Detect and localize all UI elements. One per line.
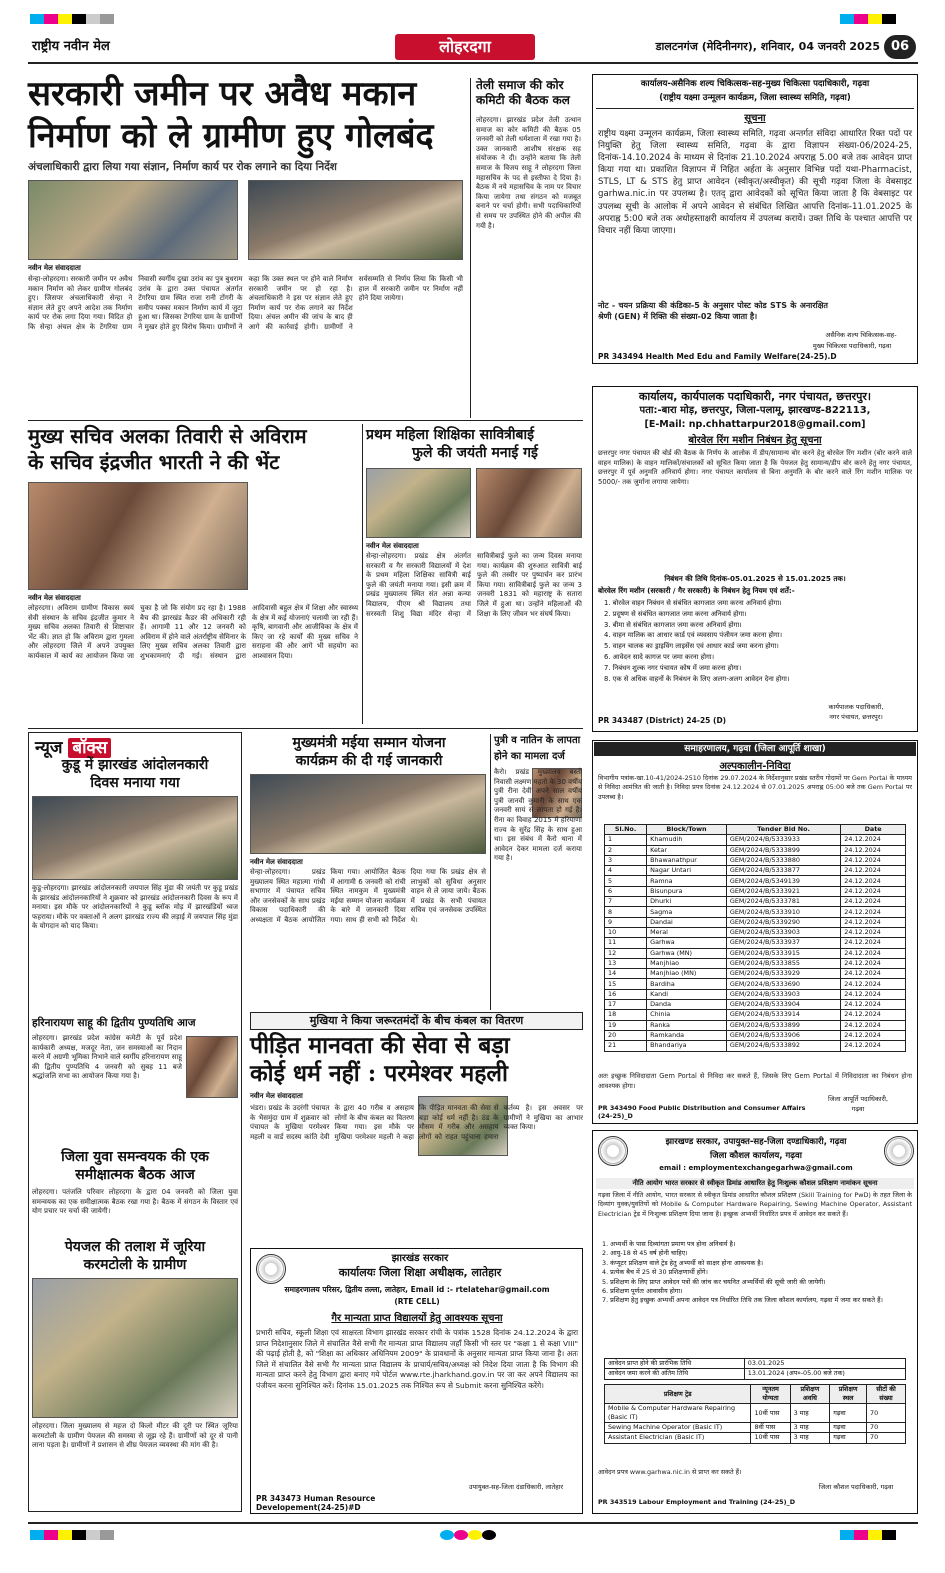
borewell-rule: 4. वाहन मालिक का आधार कार्ड एवं व्यवसाय पंजीयन जमा करना होगा। bbox=[604, 631, 783, 640]
table-cell: Danda bbox=[647, 1000, 727, 1010]
tb-sign-2: मुख्य चिकित्सा पदाधिकारी, गढ़वा bbox=[812, 342, 892, 350]
table-cell: 70 bbox=[867, 1433, 906, 1443]
tender-footer: अतः इच्छुक निविदादाता Gem Portal से निविदा कर सकते हैं, जिसके लिए Gem Portal में निविदादाता का निबंधन होना आवश्यक होगा। bbox=[598, 1072, 912, 1090]
table-row bbox=[605, 958, 906, 968]
table-cell: 3 माह bbox=[790, 1423, 830, 1433]
color-registration-strip-top-right bbox=[840, 14, 896, 24]
tb-title: सूचना bbox=[744, 113, 766, 124]
table-cell: 24.12.2024 bbox=[841, 907, 906, 917]
tb-header-1: कार्यालय-असैनिक शल्य चिकित्सक-सह-मुख्य चिकित्सा पदाधिकारी, गढ़वा bbox=[640, 79, 870, 89]
alka-headline-2: के सचिव इंद्रजीत भारती ने की भेंट bbox=[28, 450, 280, 474]
table-cell: 24.12.2024 bbox=[841, 938, 906, 948]
skill-point: 5. प्रशिक्षण के लिए प्राप्त आवेदन पत्रों की जांच कर चयनित अभ्यर्थियों की सूची जारी की जायेगी। bbox=[602, 1277, 826, 1286]
lead-deck: अंचलाधिकारी द्वारा लिया गया संज्ञान, निर्माण कार्य पर रोक लगाने का दिया निर्देश bbox=[28, 161, 337, 173]
table-row bbox=[605, 835, 906, 845]
section-rule bbox=[28, 420, 583, 421]
table-cell: GEM/2024/B/5333906 bbox=[726, 1030, 840, 1040]
section-rule bbox=[28, 728, 583, 729]
table-cell: 20 bbox=[605, 1030, 647, 1040]
borewell-pr-code: PR 343487 (District) 24-25 (D) bbox=[598, 716, 727, 725]
table-cell: 18 bbox=[605, 1010, 647, 1020]
color-registration-strip-bottom-center bbox=[440, 1530, 496, 1540]
purva-headline-1: पुत्री व नातिन के लापता bbox=[494, 735, 581, 746]
skill-point: 4. प्रत्येक बैच में 25 से 30 प्रशिक्षणार्थी होंगे। bbox=[602, 1268, 708, 1277]
table-cell: GEM/2024/B/5333914 bbox=[726, 1010, 840, 1020]
table-header: सीटों की संख्या bbox=[867, 1385, 906, 1404]
table-row bbox=[605, 948, 906, 958]
newsbox-item2-body: लोहरदगा। झारखंड प्रदेश कांग्रेस कमेटी के पूर्व प्रदेश कार्यकारी अध्यक्ष, मजदूर नेता, जन समस्याओं का निदान करने में अग्रणी भूमिका निभाने वाले स्वर्गीय हरिनारायण साहू की द्वितीय पुण्यतिथि 4 जनवरी को सुबह 11 बजे श्रद्धांजलि सभा का आयोजन किया गया है। bbox=[32, 1034, 182, 1081]
rte-cell: (RTE CELL) bbox=[394, 1297, 440, 1306]
table-cell: Ramkanda bbox=[647, 1030, 727, 1040]
table-row bbox=[605, 1000, 906, 1010]
table-row bbox=[605, 907, 906, 917]
newsbox-item1-photo bbox=[32, 796, 238, 880]
col-divider bbox=[470, 78, 471, 418]
tender-intro: विभागीय पत्रांक-खा.10-41/2024-2510 दिनांक 29.07.2024 के निर्देशानुसार प्रखंड स्तरीय गोदामों पर Gem Portal के माध्यम से निविदा आमंत्रित की जाती है। निविदा प्रपत्र दिनांक 24.12.2024 से 07.01.2025 अपराह्न 05:00 बजे तक Gem Portal पर उपलब्ध है। bbox=[598, 774, 912, 801]
table-cell: 24.12.2024 bbox=[841, 1000, 906, 1010]
table-cell: GEM/2024/B/5333690 bbox=[726, 979, 840, 989]
table-cell: Ramna bbox=[647, 876, 727, 886]
borewell-rule: 1. बोरवेल वाहन निबंधन से संबंधित कागजात जमा करना अनिवार्य होगा। bbox=[604, 599, 782, 607]
table-cell: 24.12.2024 bbox=[841, 958, 906, 968]
table-row bbox=[605, 969, 906, 979]
table-cell: GEM/2024/B/5333904 bbox=[726, 1000, 840, 1010]
table-cell: 7 bbox=[605, 897, 647, 907]
table-cell: 3 माह bbox=[790, 1433, 830, 1443]
table-cell: 24.12.2024 bbox=[841, 855, 906, 865]
dateline: डालटनगंज (मेदिनीनगर), शनिवार, 04 जनवरी 2025 bbox=[655, 40, 880, 53]
table-cell: 24.12.2024 bbox=[841, 876, 906, 886]
section-name: लोहरदगा bbox=[395, 34, 535, 60]
table-cell: 13.01.2024 (अप०-05.00 बजे तक) bbox=[744, 1369, 905, 1379]
table-row bbox=[605, 1404, 906, 1423]
purva-headline-2: होने का मामला दर्ज bbox=[494, 751, 565, 762]
table-cell: 24.12.2024 bbox=[841, 1010, 906, 1020]
newsbox-item1-headline-1: कुडू में झारखंड आंदोलनकारी bbox=[61, 757, 209, 773]
borewell-rule: 2. प्रदूषण से संबंधित कागजात जमा करना अनिवार्य होगा। bbox=[604, 609, 747, 618]
table-cell: Sagma bbox=[647, 907, 727, 917]
rte-title: गैर मान्यता प्राप्त विद्यालयों हेतु आवश्यक सूचना bbox=[331, 1313, 503, 1324]
table-cell: Dandai bbox=[647, 917, 727, 927]
table-cell: 10वीं पास bbox=[751, 1404, 790, 1423]
newsbox-item3-body: लोहरदगा। पतंजलि परिवार लोहरदगा के द्वारा 04 जनवरी को जिला युवा समन्वयक का एक समीक्षात्मक बैठक रखा गया है। बैठक में संगठन के विस्तार एवं योग प्रचार पर चर्चा की जायेगी। bbox=[32, 1188, 238, 1216]
rte-address: समाहरणालय परिसर, द्वितीय तल्ला, लातेहार, Email id :- rtelatehar@gmail.com bbox=[284, 1285, 550, 1294]
borewell-sign-2: नगर पंचायत, छत्तरपुर। bbox=[829, 713, 883, 721]
table-cell: GEM/2024/B/5333937 bbox=[726, 938, 840, 948]
tender-office: समाहरणालय, गढ़वा (जिला आपूर्ति शाखा) bbox=[594, 742, 916, 756]
paper-name: राष्ट्रीय नवीन मेल bbox=[32, 39, 110, 54]
lead-headline-2: निर्माण को ले ग्रामीण हुए गोलबंद bbox=[28, 116, 434, 156]
maiyan-byline: नवीन मेल संवाददाता bbox=[250, 858, 303, 866]
table-cell: GEM/2024/B/5333903 bbox=[726, 927, 840, 937]
table-cell: Assistant Electrician (Basic IT) bbox=[605, 1433, 751, 1443]
table-cell: 24.12.2024 bbox=[841, 979, 906, 989]
table-cell: आवेदन प्राप्त होने की प्रारंभिक तिथि bbox=[605, 1359, 745, 1369]
alka-body: लोहरदगा। अविराम ग्रामीण विकास स्वयं सेवी संस्थान के सचिव इंद्रजीत कुमार ने मुख्य सचिव अलका तिवारी से शिष्टाचार भेंट की। ज्ञात हो कि अविराम द्वारा गुमला और लोहरदगा जिले में अपने उपयुक्त कार्यकाल में कार्य का आयोजन किया जा चुका है जो कि संयोग प्रद रहा है। 1988 बैच की झारखंड कैडर की अधिकारी रही हैं। आगामी 11 और 12 जनवरी को अविराम में होने वाले अंतर्राष्ट्रीय सेमिनार के लिए मुख्य सचिव अलका तिवारी द्वारा शुभकामनाएं दी गई। संस्थान द्वारा आदिवासी बहुल क्षेत्र में शिक्षा और स्वास्थ्य के क्षेत्र में कई योजनाएं चलायी जा रही हैं। कृषि, बागवानी और आजीविका के क्षेत्र में किए जा रहे कार्यों की मुख्य सचिव ने सराहना की और आगे भी सहयोग का आश्वासन दिया। bbox=[28, 604, 358, 660]
skill-point: 7. प्रशिक्षण हेतु इच्छुक अभ्यर्थी अपना आवेदन पत्र निर्धारित तिथि तक जिला कौशल कार्यालय, गढ़वा में जमा कर सकते हैं। bbox=[602, 1296, 883, 1305]
table-cell: 3 bbox=[605, 855, 647, 865]
rte-pr-code: PR 343473 Human Resource Developement(24-25)#D bbox=[256, 1494, 376, 1512]
table-cell: Nagar Untari bbox=[647, 866, 727, 876]
table-cell: Ketar bbox=[647, 845, 727, 855]
table-cell: 6 bbox=[605, 886, 647, 896]
table-cell: गढ़वा bbox=[830, 1433, 867, 1443]
skill-footnote: आवेदन प्रपत्र www.garhwa.nic.in से प्राप्त कर सकते हैं। bbox=[598, 1468, 742, 1476]
table-cell: 24.12.2024 bbox=[841, 1020, 906, 1030]
table-cell: 24.12.2024 bbox=[841, 989, 906, 999]
borewell-rule: 6. आवेदन सादे कागज पर जमा करना होगा। bbox=[604, 652, 715, 661]
table-cell: GEM/2024/B/5333892 bbox=[726, 1041, 840, 1051]
skill-point: 3. कंप्यूटर प्रशिक्षण वाले ट्रेड हेतु अभ्यर्थी को साक्षर होना आवश्यक है। bbox=[602, 1258, 764, 1267]
borewell-address: पता:-बारा मोड़, छत्तरपुर, जिला-पलामू, झारखण्ड-822113, bbox=[639, 405, 871, 416]
maiyan-photo-meeting bbox=[250, 774, 486, 854]
table-cell: Manjhiao bbox=[647, 958, 727, 968]
skill-point: 2. आयु-18 से 45 वर्ष होनी चाहिए। bbox=[602, 1249, 688, 1258]
table-row bbox=[605, 927, 906, 937]
table-cell: 24.12.2024 bbox=[841, 969, 906, 979]
table-cell: 9 bbox=[605, 917, 647, 927]
table-cell: GEM/2024/B/5333855 bbox=[726, 958, 840, 968]
table-row bbox=[605, 1433, 906, 1443]
savitri-body: सेन्हा-लोहरदगा। प्रखंड क्षेत्र अंतर्गत सरकारी व गैर सरकारी विद्यालयों में देश के प्रथम महिला शिक्षिका सावित्री बाई फुले की जयंती मनाया गया। इसी क्रम में प्रखंड मुख्यालय स्थित संत अन्ना कन्या विद्यालय, पीएम श्री विद्यालय तथा सरस्वती शिशु विद्या मंदिर सेन्हा में सावित्रीबाई फुले का जन्म दिवस मनाया गया। कार्यक्रम की शुरुआत सावित्री बाई फुले की तस्वीर पर पुष्पार्चन कर प्रारंभ किया गया। सावित्रीबाई फुले का जन्म 3 जनवरी 1831 को महाराष्ट्र के सतारा जिले में हुआ था। उन्होंने महिलाओं की शिक्षा के लिए जीवन भर संघर्ष किया। bbox=[366, 552, 582, 618]
purva-body: कैरो। प्रखंड मुख्यालय बस्ती निवासी लक्ष्मण महतो के 30 वर्षीय पुत्री रीना देवी अपने साल वर्षीय पुत्री जानवी कुमारी के साथ एक जनवरी सायं से लापता हो गई है। रीना का विवाह 2015 में हरियाणा राज्य के सुरेंद्र सिंह के साथ हुआ था। इस संबंध में कैरो थाना में आवेदन देकर मामला दर्ज कराया गया है। bbox=[494, 768, 582, 863]
skill-pr-code: PR 343519 Labour Employment and Training (24-25)_D bbox=[598, 1498, 796, 1506]
skill-body: गढ़वा जिला में नीति आयोग, भारत सरकार से स्वीकृत डिमांड आधारित कौशल प्रशिक्षण (Skill Training for PwD) के तहत जिला के दिव्यांग युवक/युवतियों को Mobile & Computer Hardware Repairing, Sewing Machine Operator, Assistant Electrician ट्रेड में निःशुल्क प्रशिक्षण दिया जाना है। इच्छुक अभ्यर्थी निर्धारित प्रपत्र में आवेदन कर सकते हैं। bbox=[598, 1191, 912, 1218]
skill-signature: जिला कौशल पदाधिकारी, गढ़वा bbox=[818, 1483, 894, 1491]
teli-body: लोहरदगा। झारखंड प्रदेश तेली उत्थान समाज का कोर कमिटी की बैठक 05 जनवरी को तेली धर्मशाला में रखा गया है। उक्त जानकारी आशीष संरक्षक सह संयोजक ने दी। उन्होंने बताया कि तेली समाज के विजय साहू ने लोहरदगा जिला महासचिव के पद से इस्तीफा दे दिया है। बैठक में नये महासचिव के नाम पर विचार किया जायेगा तथा संगठन को मजबूत बनाने पर चर्चा होगी। सभी पदाधिकारियों से समय पर उपस्थित होने की अपील की गयी है। bbox=[476, 116, 581, 230]
skill-dates-table-wrap bbox=[604, 1358, 906, 1380]
tb-rule bbox=[596, 108, 914, 109]
color-registration-strip-bottom-left bbox=[30, 1530, 114, 1540]
table-cell: 11 bbox=[605, 938, 647, 948]
newsbox-item4-body: लोहरदगा। जिला मुख्यालय से महज दो किलो मीटर की दूरी पर स्थित जूरिया करमटोली के ग्रामीण पेयजल की समस्या से जूझ रहे हैं। ग्रामीणों को दूर से पानी लाना पड़ता है। ग्रामीणों ने प्रशासन से शीघ्र पेयजल व्यवस्था की मांग की है। bbox=[32, 1422, 238, 1450]
alka-headline-1: मुख्य सचिव अलका तिवारी से अविराम bbox=[28, 424, 307, 448]
tb-note: नोट - चयन प्रक्रिया की कंडिका-5 के अनुसार पोस्ट कोड STS के अनारक्षित श्रेणी (GEN) में रिक्ति की संख्या-02 किया जाता है। bbox=[598, 301, 828, 321]
borewell-sign-1: कार्यपालक पदाधिकारी, bbox=[828, 703, 884, 711]
table-cell: Garhwa (MN) bbox=[647, 948, 727, 958]
color-registration-strip-top-left bbox=[30, 14, 114, 24]
tender-title: अल्पकालीन-निविदा bbox=[719, 761, 791, 772]
lead-photo-construction bbox=[28, 180, 238, 260]
rte-body: प्रभारी सचिव, स्कूली शिक्षा एवं साक्षरता विभाग झारखंड सरकार रांची के पत्रांक 1528 दिनांक 24.12.2024 के द्वारा प्राप्त निदेशानुसार जिले में संचालित वैसे सभी गैर मान्यता प्राप्त विद्यालय जहाँ किसी भी स्तर पर "कक्षा 1 से कक्षा VIII" की पढ़ाई होती है, को "शिक्षा का अधिकार अधिनियम 2009" के प्रावधानों के अनुसार मान्यता प्राप्त किया जाना है। अतः जिले में संचालित वैसे सभी गैर मान्यता प्राप्त विद्यालय के प्राचार्य/सचिव/अध्यक्ष को निदेश दिया जाता है कि विभाग की मान्यता प्राप्त करने हेतु विभाग द्वारा बनाए गये पोर्टल www.rte.jharkhand.gov.in पर जा कर अपने विद्यालय का पंजीयन करना सुनिश्चित करें। दिनांक 15.01.2025 तक निश्चित रूप से Submit करना सुनिश्चित करेंगे। bbox=[256, 1328, 578, 1390]
table-row bbox=[605, 855, 906, 865]
table-cell: GEM/2024/B/5333877 bbox=[726, 866, 840, 876]
col-divider bbox=[362, 424, 363, 724]
skill-gov: झारखण्ड सरकार, उपायुक्त-सह-जिला दण्डाधिकारी, गढ़वा bbox=[665, 1137, 847, 1147]
skill-points bbox=[602, 1240, 912, 1350]
table-cell: 1 bbox=[605, 835, 647, 845]
tender-sign-1: जिला आपूर्ति पदाधिकारी, bbox=[827, 1095, 889, 1103]
table-cell: 24.12.2024 bbox=[841, 948, 906, 958]
table-header: प्रशिक्षण अवधि bbox=[790, 1385, 830, 1404]
table-cell: गढ़वा bbox=[830, 1404, 867, 1423]
borewell-rule: 5. वाहन चालक का ड्राइविंग लाइसेंस एवं आधार कार्ड जमा करना होगा। bbox=[604, 642, 779, 651]
table-row bbox=[605, 1423, 906, 1433]
table-cell: Manjhiao (MN) bbox=[647, 969, 727, 979]
borewell-body: छत्तरपुर नगर पंचायत की बोर्ड की बैठक के निर्णय के आलोक में डीप/सामान्य बोर करने हेतु बोरवेल रिंग मशीन (बोर करने वाले वाहन मालिक) के वाहन मालिकों/संचालकों को सूचित किया जाता है कि पेयजल हेतु सामान्य/डीप बोर करने हेतु नगर पंचायत, छत्तरपुर में पूर्व अनुमति अनिवार्य होगा। नगर पंचायत कार्यालय से बिना अनुमति के बोर करने वाले रिंग मशीन मालिक पर 5000/- तक जुर्माना लगाया जायेगा। bbox=[598, 449, 912, 486]
rte-office: कार्यालयः जिला शिक्षा अधीक्षक, लातेहार bbox=[338, 1266, 502, 1279]
tender-pr-code: PR 343490 Food Public Distribution and Consumer Affairs (24-25)_D bbox=[598, 1104, 806, 1120]
table-cell: Dhurki bbox=[647, 897, 727, 907]
tb-body: राष्ट्रीय यक्ष्मा उन्मूलन कार्यक्रम, जिला स्वास्थ्य समिति, गढ़वा अन्तर्गत संविदा आधारित रिक्त पदों पर नियुक्ति हेतु जिला स्वास्थ्य समिति, गढ़वा के द्वारा विज्ञापन संख्या-06/2024-25, दिनांक-14.10.2024 के माध्यम से दिनांक 21.10.2024 अपराह्न 5.00 बजे तक आवेदन प्राप्त किया गया था। प्रकाशित विज्ञापन में निहित अर्हता के अनुसार विभिन्न पदों यथा-Pharmacist, STLS, LT & STS हेतु प्राप्त आवेदन (स्वीकृत/अस्वीकृत) की सूची गढ़वा जिला के वेबसाइट garhwa.nic.in पर उपलब्ध है। एतद् द्वारा आवेदकों को सूचित किया जाता है कि वेबसाइट पर उपलब्ध सूची के आलोक में अपने आवेदन से संबंधित लिखित आपत्ति दिनांक-11.01.2025 के अपराह्न 5:00 बजे तक अधोहस्ताक्षरी कार्यालय में उपलब्ध करायें। उक्त तिथि के पश्चात आपत्ति पर विचार नहीं किया जाएगा। bbox=[598, 129, 912, 236]
kambal-headline-1: पीड़ित मानवता की सेवा से बड़ा bbox=[250, 1032, 510, 1059]
skill-course-table bbox=[604, 1384, 906, 1444]
table-row bbox=[605, 1020, 906, 1030]
table-header: न्यूनतम योग्यता bbox=[751, 1385, 790, 1404]
borewell-email: [E-Mail: np.chhattarpur2018@gmail.com] bbox=[644, 419, 866, 430]
alka-byline: नवीन मेल संवाददाता bbox=[28, 594, 81, 602]
newsbox-item1-headline-2: दिवस मनाया गया bbox=[90, 775, 180, 791]
table-cell: 8वीं पास bbox=[751, 1423, 790, 1433]
kambal-body: भंडरा। प्रखंड के उदरंगी पंचायत के भैसमुंदा ग्राम में शुक्रवार को पंचायत के मुखिया परमेश्वर महली व वार्ड सदस्य कांति देवी के द्वारा 40 गरीब व असहाय लोगों के बीच कंबल का वितरण किया गया। इस मौके पर मुखिया परमेश्वर महली ने कहा कि पीड़ित मानवता की सेवा से बड़ा कोई धर्म नहीं है। ठंड के मौसम में गरीब और असहाय लोगों को राहत पहुंचाना हमारा कर्तव्य है। इस अवसर पर ग्रामीणों ने मुखिया का आभार व्यक्त किया। bbox=[250, 1104, 583, 1141]
table-cell: Bardiha bbox=[647, 979, 727, 989]
table-cell: GEM/2024/B/5333910 bbox=[726, 907, 840, 917]
skill-title: नीति आयोग भारत सरकार से स्वीकृत डिमांड आधारित हेतु निःशुल्क कौशल प्रशिक्षण नामांकन सूचना bbox=[596, 1178, 914, 1189]
lead-photo-villagers bbox=[248, 180, 463, 260]
newsbox-item2-headline: हरिनारायण साहू की द्वितीय पुण्यतिथि आज bbox=[32, 1017, 196, 1029]
table-cell: 5 bbox=[605, 876, 647, 886]
borewell-rule: 3. बीमा से संबंधित कागजात जमा करना अनिवार्य होगा। bbox=[604, 620, 742, 629]
newsbox-item3-headline-1: जिला युवा समन्वयक की एक bbox=[61, 1149, 209, 1165]
maiyan-headline-1: मुख्यमंत्री मईया सम्मान योजना bbox=[292, 735, 446, 751]
table-cell: GEM/2024/B/5333781 bbox=[726, 897, 840, 907]
table-cell: 10वीं पास bbox=[751, 1433, 790, 1443]
skill-dates-table bbox=[604, 1358, 906, 1380]
skill-point: 1. अभ्यर्थी के पास दिव्यांगता प्रमाण पत्र होना अनिवार्य है। bbox=[602, 1240, 736, 1248]
table-cell: Mobile & Computer Hardware Repairing (Basic IT) bbox=[605, 1404, 751, 1423]
savitri-photo-students bbox=[366, 468, 471, 538]
savitri-byline: नवीन मेल संवाददाता bbox=[366, 542, 419, 550]
table-cell: 16 bbox=[605, 989, 647, 999]
table-row bbox=[605, 886, 906, 896]
table-cell: 14 bbox=[605, 969, 647, 979]
footer-rule bbox=[28, 1522, 918, 1524]
lead-byline: नवीन मेल संवाददाता bbox=[28, 264, 81, 272]
borewell-rule: 7. निबंधन शुल्क नगर पंचायत कोष में जमा करना होगा। bbox=[604, 663, 742, 672]
table-cell: 4 bbox=[605, 866, 647, 876]
table-cell: Bisunpura bbox=[647, 886, 727, 896]
tb-pr-code: PR 343494 Health Med Edu and Family Welfare(24-25).D bbox=[598, 352, 837, 361]
newsbox-item4-photo bbox=[32, 1278, 238, 1418]
table-cell: 24.12.2024 bbox=[841, 897, 906, 907]
table-cell: 3 माह bbox=[790, 1404, 830, 1423]
table-cell: 24.12.2024 bbox=[841, 917, 906, 927]
savitri-headline-1: प्रथम महिला शिक्षिका सावित्रीबाई bbox=[366, 427, 534, 443]
newsbox-item1-body: कुडू-लोहरदगा। झारखंड आंदोलनकारी जयपाल सिंह मुंडा की जयंती पर कुडू प्रखंड के झारखंड आंदोलनकारियों ने शुक्रवार को झारखंड आंदोलनकारी दिवस के रूप में मनाया। इस मौके पर आंदोलनकारियों ने कुडू ब्लॉक मोड़ में झारखंडियों ध्वज फहराया। मौके पर वक्ताओं ने अलग झारखंड राज्य की लड़ाई में जयपाल सिंह मुंडा के योगदान को याद किया। bbox=[32, 884, 238, 931]
borewell-deadline: निबंधन की तिथि दिनांक-05.01.2025 से 15.01.2025 तक। bbox=[664, 574, 846, 583]
borewell-office: कार्यालय, कार्यपालक पदाधिकारी, नगर पंचायत, छत्तरपुर। bbox=[638, 390, 872, 403]
table-cell: 70 bbox=[867, 1423, 906, 1433]
table-cell: 24.12.2024 bbox=[841, 845, 906, 855]
borewell-title: बोरवेल रिंग मशीन निबंधन हेतु सूचना bbox=[688, 435, 822, 446]
table-cell: गढ़वा bbox=[830, 1423, 867, 1433]
skill-email: email : employmentexchangegarhwa@gmail.com bbox=[659, 1164, 853, 1172]
rte-signature: उपायुक्त-सह-जिला दंडाधिकारी, लातेहार bbox=[468, 1483, 564, 1491]
table-cell: GEM/2024/B/5333899 bbox=[726, 1020, 840, 1030]
table-cell: 8 bbox=[605, 907, 647, 917]
table-cell: 13 bbox=[605, 958, 647, 968]
table-cell: Kandi bbox=[647, 989, 727, 999]
table-cell: 24.12.2024 bbox=[841, 1030, 906, 1040]
table-row bbox=[605, 1010, 906, 1020]
tender-table bbox=[604, 824, 906, 1052]
borewell-rules-title: बोरवेल रिंग मशीन (सरकारी / गैर सरकारी) के निबंधन हेतु नियम एवं शर्तें:- bbox=[598, 586, 795, 595]
kambal-kicker: मुखिया ने किया जरूरतमंदों के बीच कंबल का वितरण bbox=[309, 1014, 524, 1027]
newsbox-item4-headline-2: करमटोली के ग्रामीण bbox=[83, 1257, 187, 1273]
table-cell: GEM/2024/B/5333903 bbox=[726, 989, 840, 999]
skill-office: जिला कौशल कार्यालय, गढ़वा bbox=[710, 1151, 802, 1161]
table-row bbox=[605, 866, 906, 876]
skill-point: 6. प्रशिक्षण पूर्णतः आवासीय होगा। bbox=[602, 1287, 683, 1296]
table-row bbox=[605, 1030, 906, 1040]
table-cell: 24.12.2024 bbox=[841, 835, 906, 845]
table-cell: Bhandariya bbox=[647, 1041, 727, 1051]
table-cell: GEM/2024/B/5333899 bbox=[726, 845, 840, 855]
tender-table-wrap bbox=[604, 824, 906, 1050]
jharkhand-emblem-icon bbox=[598, 1136, 628, 1166]
table-row bbox=[605, 979, 906, 989]
table-cell: GEM/2024/B/5333880 bbox=[726, 855, 840, 865]
table-cell: 24.12.2024 bbox=[841, 927, 906, 937]
table-row bbox=[605, 917, 906, 927]
table-cell: 12 bbox=[605, 948, 647, 958]
maiyan-headline-2: कार्यक्रम की दी गई जानकारी bbox=[295, 753, 443, 769]
table-row bbox=[605, 989, 906, 999]
table-cell: Bhawanathpur bbox=[647, 855, 727, 865]
table-row bbox=[605, 938, 906, 948]
table-cell: 15 bbox=[605, 979, 647, 989]
table-cell: Khamudih bbox=[647, 835, 727, 845]
borewell-rules-list bbox=[604, 598, 912, 702]
newsbox-label-box: बॉक्स bbox=[68, 738, 111, 758]
table-cell: 03.01.2025 bbox=[744, 1359, 905, 1369]
jharkhand-emblem-icon bbox=[256, 1254, 286, 1284]
table-cell: 24.12.2024 bbox=[841, 866, 906, 876]
table-row bbox=[605, 897, 906, 907]
table-cell: Meral bbox=[647, 927, 727, 937]
kambal-byline: नवीन मेल संवाददाता bbox=[250, 1092, 303, 1100]
table-cell: GEM/2024/B/5333915 bbox=[726, 948, 840, 958]
table-cell: GEM/2024/B/5333929 bbox=[726, 969, 840, 979]
table-cell: Garhwa bbox=[647, 938, 727, 948]
savitri-photo-ceremony bbox=[476, 468, 582, 538]
kambal-kicker-box bbox=[250, 1012, 583, 1030]
tb-header-2: (राष्ट्रीय यक्ष्मा उन्मूलन कार्यक्रम, जिला स्वास्थ्य समिति, गढ़वा) bbox=[659, 93, 851, 103]
table-cell: GEM/2024/B/5339290 bbox=[726, 917, 840, 927]
table-cell: 24.12.2024 bbox=[841, 1041, 906, 1051]
kambal-headline-2: कोई धर्म नहीं : परमेश्वर महली bbox=[250, 1060, 508, 1087]
table-cell: 70 bbox=[867, 1404, 906, 1423]
tender-sign-2: गढ़वा bbox=[851, 1105, 865, 1113]
borewell-rule: 8. एक से अधिक वाहनों के निबंधन के लिए अलग-अलग आवेदन देना होगा। bbox=[604, 674, 790, 683]
table-header: Sl.No. bbox=[605, 825, 647, 835]
tb-sign-1: असैनिक शल्य चिकित्सक-सह- bbox=[825, 331, 897, 339]
table-cell: GEM/2024/B/5349139 bbox=[726, 876, 840, 886]
maiyan-body: सेन्हा-लोहरदगा। प्रखंड मुख्यालय स्थित महात्मा गांधी सभागार में पंचायत सचिव और जनसेवकों के साथ प्रखंड विकास पदाधिकारी की अध्यक्षता में बैठक आयोजित किया गया। आयोजित बैठक में आगामी 6 जनवरी को रांची स्थित नामकुम में मुख्यमंत्री मईया सम्मान योजना कार्यक्रम के बारे में जानकारी दिया गया। साथ ही सभी को निर्देश दिया गया कि प्रखंड क्षेत्र से लाभुकों को सुविधा अनुसार वाहन से ले जाया जाये। बैठक में प्रखंड के सभी पंचायत सचिव एवं जनसेवक उपस्थित थे। bbox=[250, 868, 486, 924]
table-cell: 2 bbox=[605, 845, 647, 855]
table-cell: Sewing Machine Operator (Basic IT) bbox=[605, 1423, 751, 1433]
table-cell: आवेदन जमा करने की अंतिम तिथि bbox=[605, 1369, 745, 1379]
header-rule bbox=[28, 62, 918, 64]
rte-gov: झारखंड सरकार bbox=[391, 1253, 449, 1264]
table-cell: Chinia bbox=[647, 1010, 727, 1020]
color-registration-strip-bottom-right bbox=[840, 1530, 896, 1540]
table-header: प्रशिक्षण स्थल bbox=[830, 1385, 867, 1404]
table-cell: 10 bbox=[605, 927, 647, 937]
newsbox-label-news: न्यूज bbox=[35, 738, 63, 758]
table-cell: Ranka bbox=[647, 1020, 727, 1030]
newsbox-item2-portrait bbox=[186, 1036, 238, 1098]
table-header: Tender Bid No. bbox=[726, 825, 840, 835]
lead-body: सेन्हा-लोहरदगा। सरकारी जमीन पर अवैध मकान निर्माण को लेकर ग्रामीण गोलबंद हुए। जिसपर अंचलाधिकारी सेन्हा ने संज्ञान लेते हुए अपने आदेश तक निर्माण कार्य पर रोक लगा दिया गया। विदित हो कि सेन्हा अंचल क्षेत्र के टेंगरिया ग्राम निवासी स्वर्गीय दुखा उरांव का पुत्र बुधराम उरांव के द्वारा उक्त पंचायत अंतर्गत टेंगरिया ग्राम स्थित राजा रानी टोंगरी के समीप पक्का मकान निर्माण कार्य में जुटा हुआ था। जिसका टेंगरिया ग्राम के ग्रामीणों ने मुखर होते हुए विरोध किया। ग्रामीणों ने कहा कि उक्त स्थल पर होने वाले निर्माण सरकारी जमीन पर हो रहा है। अंचलाधिकारी ने इस पर संज्ञान लेते हुए निर्माण कार्य पर रोक लगाने का निर्देश दिया। अंचल अमीन की जांच के बाद ही आगे की कार्रवाई होगी। ग्रामीणों ने सर्वसम्मति से निर्णय लिया कि किसी भी हाल में सरकारी जमीन पर निर्माण नहीं होने दिया जायेगा। bbox=[28, 275, 463, 331]
newsbox-item3-headline-2: समीक्षात्मक बैठक आज bbox=[75, 1167, 195, 1183]
table-row bbox=[605, 876, 906, 886]
newsbox-item4-headline-1: पेयजल की तलाश में जूरिया bbox=[64, 1239, 206, 1255]
table-cell: 19 bbox=[605, 1020, 647, 1030]
page-number: 06 bbox=[884, 35, 916, 59]
table-cell: 17 bbox=[605, 1000, 647, 1010]
col-divider bbox=[490, 734, 491, 1010]
table-cell: GEM/2024/B/5333921 bbox=[726, 886, 840, 896]
table-header: प्रशिक्षण ट्रेड bbox=[605, 1385, 751, 1404]
skill-logo-icon bbox=[884, 1136, 914, 1166]
table-header: Block/Town bbox=[647, 825, 727, 835]
table-row bbox=[605, 1041, 906, 1051]
skill-course-table-wrap bbox=[604, 1384, 906, 1456]
lead-headline-1: सरकारी जमीन पर अवैध मकान bbox=[28, 74, 417, 114]
alka-photo-meeting bbox=[28, 482, 248, 590]
teli-headline: तेली समाज की कोर कमिटी की बैठक कल bbox=[476, 78, 570, 107]
table-cell: 24.12.2024 bbox=[841, 886, 906, 896]
savitri-headline-2: फुले की जयंती मनाई गई bbox=[412, 445, 538, 461]
table-header: Date bbox=[841, 825, 906, 835]
table-cell: 21 bbox=[605, 1041, 647, 1051]
table-row bbox=[605, 845, 906, 855]
table-cell: GEM/2024/B/5333933 bbox=[726, 835, 840, 845]
